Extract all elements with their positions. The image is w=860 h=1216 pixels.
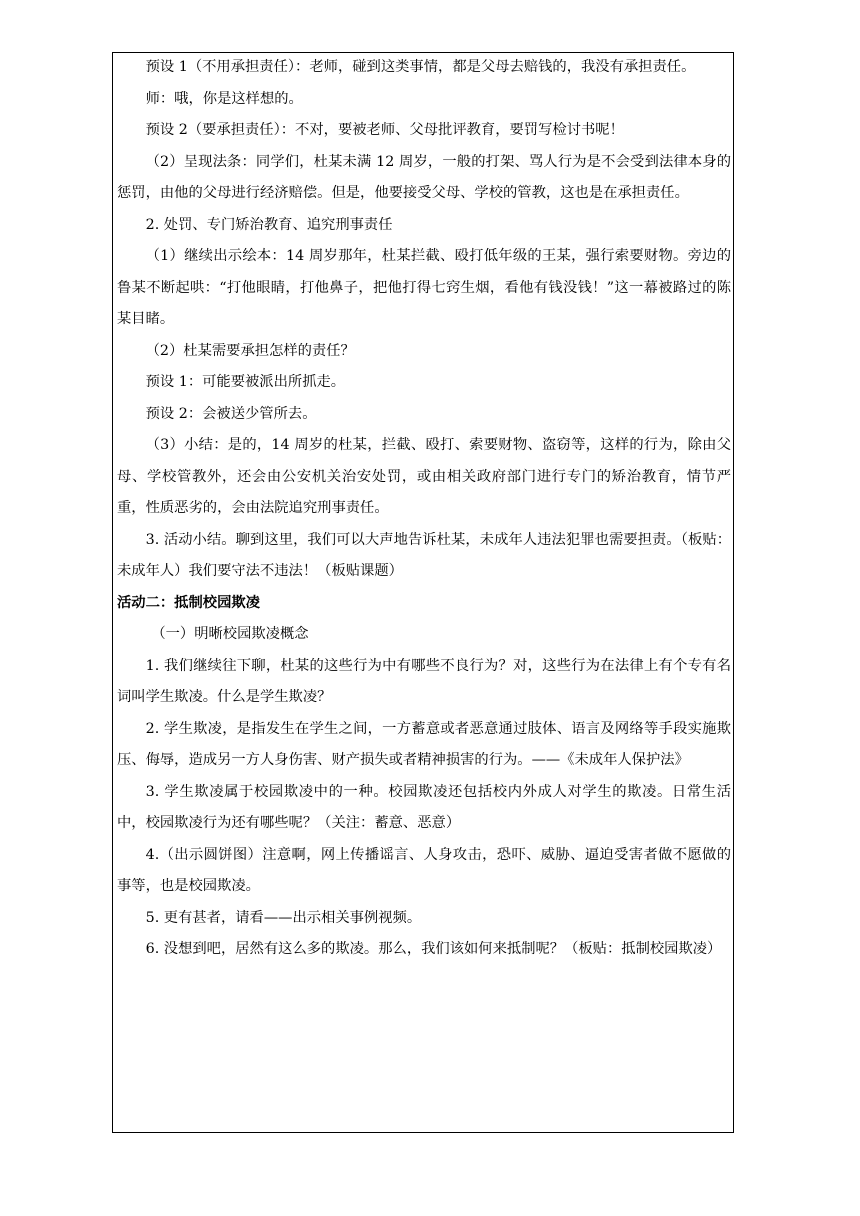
paragraph-item-1: 1. 我们继续往下聊，杜某的这些行为中有哪些不良行为？对，这些行为在法律上有个专有名词叫学生欺凌。什么是学生欺凌？ — [117, 657, 731, 705]
paragraph-answer-2: 预设 2：会被送少管所去。 — [145, 405, 317, 422]
paragraph-item-4: 4.（出示圆饼图）注意啊，网上传播谣言、人身攻击，恐吓、威胁、逼迫受害者做不愿做的事等，也是校园欺凌。 — [117, 846, 731, 894]
paragraph-item-3: 3. 学生欺凌属于校园欺凌中的一种。校园欺凌还包括校内外成人对学生的欺凌。日常生活中，校园欺凌行为还有哪些呢？（关注：蓄意、恶意） — [117, 783, 731, 831]
paragraph-summary: （3）小结：是的，14 周岁的杜某，拦截、殴打、索要财物、盗窃等，这样的行为，除由父母、学校管教外，还会由公安机关治安处罚，或由相关政府部门进行专门的矫治教育，情节严重，性质恶劣的，会由法院追究刑事责任。 — [117, 437, 731, 516]
paragraph-item-5: 5. 更有甚者，请看——出示相关事例视频。 — [145, 909, 422, 926]
document-body — [117, 52, 731, 966]
paragraph-preset-1: 预设 1（不用承担责任）：老师，碰到这类事情，都是父母去赔钱的，我没有承担责任。 — [145, 59, 696, 75]
subheading-concept: （一）明晰校园欺凌概念 — [151, 626, 309, 642]
paragraph-item-6: 6. 没想到吧，居然有这么多的欺凌。那么，我们该如何来抵制呢？（板贴：抵制校园欺凌） — [145, 941, 722, 957]
paragraph-activity-summary: 3. 活动小结。聊到这里，我们可以大声地告诉杜某，未成年人违法犯罪也需要担责。（板贴：未成年人）我们要守法不违法！（板贴课题） — [117, 531, 731, 579]
paragraph-section-2-heading: 2. 处罚、专门矫治教育、追究刑事责任 — [145, 216, 393, 233]
paragraph-teacher-reply: 师：哦，你是这样想的。 — [145, 90, 303, 107]
paragraph-preset-2: 预设 2（要承担责任）：不对，要被老师、父母批评教育，要罚写检讨书呢！ — [145, 122, 624, 138]
activity-2-heading: 活动二：抵制校园欺凌 — [117, 594, 260, 611]
paragraph-item-2: 2. 学生欺凌，是指发生在学生之间，一方蓄意或者恶意通过肢体、语言及网络等手段实施欺压、侮辱，造成另一方人身伤害、财产损失或者精神损害的行为。——《未成年人保护法》 — [117, 720, 731, 768]
paragraph-question: （2）杜某需要承担怎样的责任？ — [145, 342, 355, 359]
paragraph-law-article: （2）呈现法条：同学们，杜某未满 12 周岁，一般的打架、骂人行为是不会受到法律本身的惩罚，由他的父母进行经济赔偿。但是，他要接受父母、学校的管教，这也是在承担责任。 — [117, 153, 731, 201]
paragraph-answer-1: 预设 1：可能要被派出所抓走。 — [145, 374, 346, 390]
paragraph-picture-book: （1）继续出示绘本：14 周岁那年，杜某拦截、殴打低年级的王某，强行索要财物。旁边的鲁某不断起哄：“打他眼睛，打他鼻子，把他打得七窍生烟，看他有钱没钱！”这一幕被路过的陈某目睹。 — [117, 248, 731, 327]
